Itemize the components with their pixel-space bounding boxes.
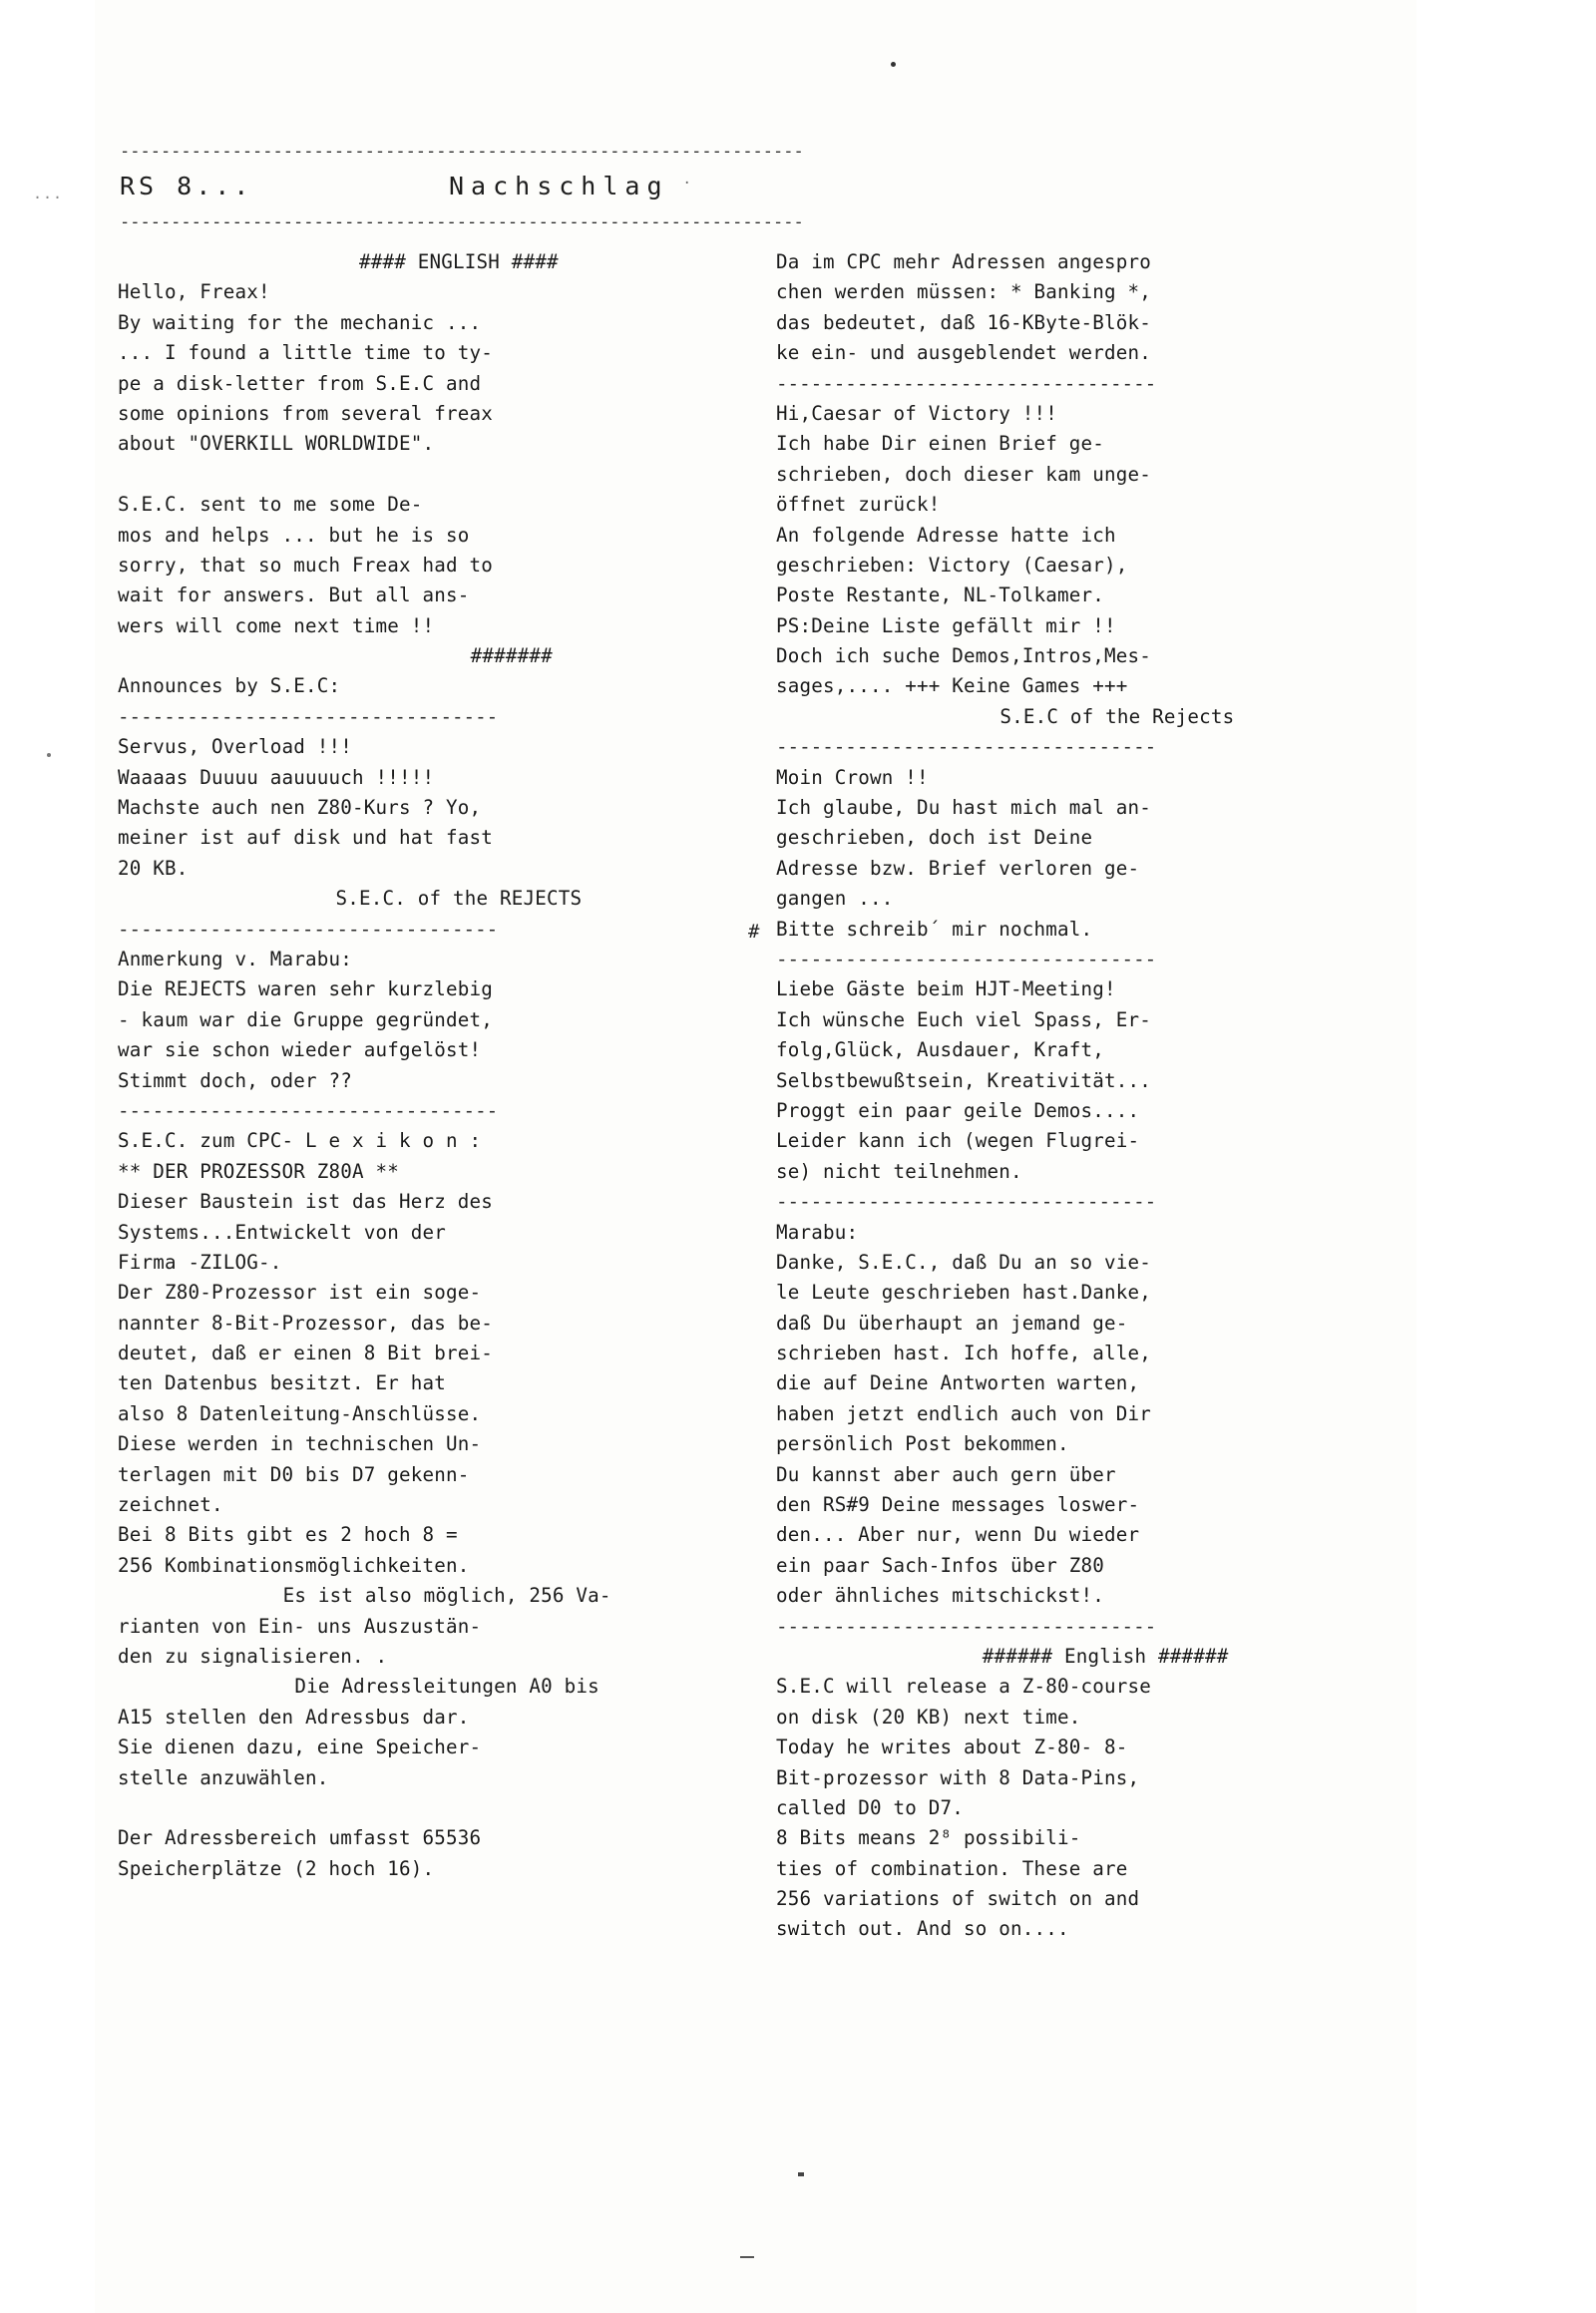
text-line: sages,.... +++ Keine Games +++ bbox=[776, 674, 1128, 698]
text-line: 256 Kombinationsmöglichkeiten. bbox=[118, 1553, 470, 1577]
text-line: Hello, Freax! bbox=[118, 280, 270, 304]
text-line: Speicherplätze (2 hoch 16). bbox=[118, 1856, 435, 1880]
text-line: Adresse bzw. Brief verloren ge- bbox=[776, 856, 1140, 880]
text-line: war sie schon wieder aufgelöst! bbox=[118, 1038, 482, 1062]
text-line: Doch ich suche Demos,Intros,Mes- bbox=[776, 644, 1152, 668]
text-line: gangen ... bbox=[776, 887, 894, 911]
page-right-margin bbox=[1416, 0, 1596, 2313]
text-line: Der Adressbereich umfasst 65536 bbox=[118, 1826, 482, 1850]
text-line: terlagen mit D0 bis D7 gekenn- bbox=[118, 1462, 470, 1486]
text-line: An folgende Adresse hatte ich bbox=[776, 523, 1116, 547]
text-line: wait for answers. But all ans- bbox=[118, 583, 470, 607]
separator-rule: --------------------------------- bbox=[776, 371, 1157, 395]
text-line: Leider kann ich (wegen Flugrei- bbox=[776, 1129, 1140, 1153]
text-line: Waaaas Duuuu aauuuuch !!!!! bbox=[118, 765, 435, 789]
text-line: switch out. And so on.... bbox=[776, 1917, 1069, 1941]
text-line: Bei 8 Bits gibt es 2 hoch 8 = bbox=[118, 1523, 458, 1547]
separator-rule: --------------------------------- bbox=[118, 917, 499, 941]
text-line: Diese werden in technischen Un- bbox=[118, 1432, 482, 1456]
right-text-column bbox=[776, 247, 1399, 1945]
issue-label: RS 8... bbox=[120, 172, 253, 200]
text-line: S.E.C. of the REJECTS bbox=[276, 887, 583, 911]
text-line: Ich habe Dir einen Brief ge- bbox=[776, 432, 1105, 456]
text-line: 20 KB. bbox=[118, 856, 189, 880]
text-line: Firma -ZILOG-. bbox=[118, 1250, 282, 1274]
text-line: Die Adressleitungen A0 bis bbox=[259, 1675, 599, 1699]
text-line: Marabu: bbox=[776, 1220, 859, 1244]
text-line: Stimmt doch, oder ?? bbox=[118, 1068, 353, 1092]
text-line: Servus, Overload !!! bbox=[118, 735, 353, 759]
text-line: Du kannst aber auch gern über bbox=[776, 1462, 1116, 1486]
text-line: Liebe Gäste beim HJT-Meeting! bbox=[776, 977, 1116, 1001]
stray-mark-hash: # bbox=[748, 921, 760, 943]
text-line: Moin Crown !! bbox=[776, 765, 929, 789]
text-line: about "OVERKILL WORLDWIDE". bbox=[118, 432, 435, 456]
text-line: stelle anzuwählen. bbox=[118, 1765, 329, 1789]
text-line: Hi,Caesar of Victory !!! bbox=[776, 401, 1058, 425]
scan-artifact-tick-bottom bbox=[740, 2256, 754, 2258]
text-line: Selbstbewußtsein, Kreativität... bbox=[776, 1068, 1152, 1092]
text-line: #### ENGLISH #### bbox=[300, 250, 559, 273]
text-line: das bedeutet, daß 16-KByte-Blök- bbox=[776, 310, 1152, 334]
separator-rule: --------------------------------- bbox=[118, 704, 499, 728]
text-line: mos and helps ... but he is so bbox=[118, 523, 470, 547]
text-line: 256 variations of switch on and bbox=[776, 1887, 1140, 1911]
text-line: daß Du überhaupt an jemand ge- bbox=[776, 1311, 1128, 1335]
text-line: some opinions from several freax bbox=[118, 401, 494, 425]
text-line: ####### bbox=[306, 644, 553, 668]
text-line: geschrieben: Victory (Caesar), bbox=[776, 553, 1128, 577]
separator-rule: --------------------------------- bbox=[776, 947, 1157, 970]
text-line: Bitte schreib´ mir nochmal. bbox=[776, 917, 1093, 941]
text-line: Machste auch nen Z80-Kurs ? Yo, bbox=[118, 796, 482, 820]
text-line: den zu signalisieren. . bbox=[118, 1644, 388, 1668]
text-line: Proggt ein paar geile Demos.... bbox=[776, 1098, 1140, 1122]
separator-rule: --------------------------------- bbox=[118, 1098, 499, 1122]
text-line: PS:Deine Liste gefällt mir !! bbox=[776, 613, 1116, 637]
text-line: ties of combination. These are bbox=[776, 1856, 1128, 1880]
text-line: By waiting for the mechanic ... bbox=[118, 310, 482, 334]
left-text-column bbox=[118, 247, 741, 1884]
text-line: Da im CPC mehr Adressen angespro bbox=[776, 250, 1152, 273]
text-line: ** DER PROZESSOR Z80A ** bbox=[118, 1159, 400, 1183]
text-line: Poste Restante, NL-Tolkamer. bbox=[776, 583, 1105, 607]
text-line: called D0 to D7. bbox=[776, 1795, 965, 1819]
header-rule-bottom: ------------------------------------------------------------------- bbox=[120, 212, 804, 232]
text-line: ten Datenbus besitzt. Er hat bbox=[118, 1371, 447, 1395]
text-line: haben jetzt endlich auch von Dir bbox=[776, 1401, 1152, 1425]
text-line: Sie dienen dazu, eine Speicher- bbox=[118, 1735, 482, 1759]
text-line: meiner ist auf disk und hat fast bbox=[118, 826, 494, 850]
scan-artifact-dot-top bbox=[891, 62, 896, 67]
text-line: schrieben hast. Ich hoffe, alle, bbox=[776, 1342, 1152, 1365]
text-line: Der Z80-Prozessor ist ein soge- bbox=[118, 1281, 482, 1305]
page-title bbox=[120, 172, 1416, 200]
text-line: ###### English ###### bbox=[947, 1644, 1229, 1668]
text-line: zeichnet. bbox=[118, 1493, 223, 1517]
text-line: Announces by S.E.C: bbox=[118, 674, 341, 698]
header-rule-top: ------------------------------------------------------------------- bbox=[120, 142, 804, 162]
text-line: Ich glaube, Du hast mich mal an- bbox=[776, 796, 1152, 820]
text-line: Anmerkung v. Marabu: bbox=[118, 947, 353, 970]
separator-rule: --------------------------------- bbox=[776, 1614, 1157, 1638]
page-left-margin bbox=[0, 0, 95, 2313]
text-line: pe a disk-letter from S.E.C and bbox=[118, 371, 482, 395]
text-line: se) nicht teilnehmen. bbox=[776, 1159, 1022, 1183]
text-line: die auf Deine Antworten warten, bbox=[776, 1371, 1140, 1395]
text-line: S.E.C will release a Z-80-course bbox=[776, 1675, 1152, 1699]
text-line: schrieben, doch dieser kam unge- bbox=[776, 462, 1152, 486]
text-line: Dieser Baustein ist das Herz des bbox=[118, 1190, 494, 1214]
text-line: S.E.C of the Rejects bbox=[941, 704, 1235, 728]
separator-rule: --------------------------------- bbox=[776, 1190, 1157, 1214]
text-line: Es ist also möglich, 256 Va- bbox=[247, 1584, 611, 1608]
section-title: Nachschlag bbox=[449, 172, 669, 200]
text-line: chen werden müssen: * Banking *, bbox=[776, 280, 1152, 304]
text-line: deutet, daß er einen 8 Bit brei- bbox=[118, 1342, 494, 1365]
text-line-blank bbox=[118, 460, 741, 490]
title-trailing-mark: . bbox=[682, 172, 695, 188]
text-line: rianten von Ein- uns Auszustän- bbox=[118, 1614, 482, 1638]
separator-rule: --------------------------------- bbox=[776, 735, 1157, 759]
text-line: wers will come next time !! bbox=[118, 613, 435, 637]
text-line: sorry, that so much Freax had to bbox=[118, 553, 494, 577]
text-line: Today he writes about Z-80- 8- bbox=[776, 1735, 1128, 1759]
text-line: also 8 Datenleitung-Anschlüsse. bbox=[118, 1401, 482, 1425]
text-line: nannter 8-Bit-Prozessor, das be- bbox=[118, 1311, 494, 1335]
text-line: ein paar Sach-Infos über Z80 bbox=[776, 1553, 1105, 1577]
text-line: 8 Bits means 2⁸ possibili- bbox=[776, 1826, 1081, 1850]
text-line: persönlich Post bekommen. bbox=[776, 1432, 1069, 1456]
text-line: ... I found a little time to ty- bbox=[118, 341, 494, 365]
stray-mark-dot bbox=[47, 753, 51, 757]
scan-artifact-dot-bottom bbox=[798, 2172, 804, 2176]
text-line: S.E.C. sent to me some De- bbox=[118, 493, 423, 517]
text-line: Die REJECTS waren sehr kurzlebig bbox=[118, 977, 494, 1001]
text-line-blank bbox=[118, 1793, 741, 1823]
text-line: le Leute geschrieben hast.Danke, bbox=[776, 1281, 1152, 1305]
text-line: den... Aber nur, wenn Du wieder bbox=[776, 1523, 1140, 1547]
text-line: Systems...Entwickelt von der bbox=[118, 1220, 447, 1244]
stray-mark-left-top: ... bbox=[33, 185, 64, 202]
text-line: ke ein- und ausgeblendet werden. bbox=[776, 341, 1152, 365]
text-line: Ich wünsche Euch viel Spass, Er- bbox=[776, 1007, 1152, 1031]
text-line: Danke, S.E.C., daß Du an so vie- bbox=[776, 1250, 1152, 1274]
text-line: geschrieben, doch ist Deine bbox=[776, 826, 1093, 850]
text-line: on disk (20 KB) next time. bbox=[776, 1705, 1081, 1729]
text-line: A15 stellen den Adressbus dar. bbox=[118, 1705, 470, 1729]
text-line: Bit-prozessor with 8 Data-Pins, bbox=[776, 1765, 1140, 1789]
text-line: S.E.C. zum CPC- L e x i k o n : bbox=[118, 1129, 482, 1153]
text-line: den RS#9 Deine messages loswer- bbox=[776, 1493, 1140, 1517]
text-line: - kaum war die Gruppe gegründet, bbox=[118, 1007, 494, 1031]
text-line: oder ähnliches mitschickst!. bbox=[776, 1584, 1105, 1608]
text-line: folg,Glück, Ausdauer, Kraft, bbox=[776, 1038, 1105, 1062]
text-line: öffnet zurück! bbox=[776, 493, 941, 517]
